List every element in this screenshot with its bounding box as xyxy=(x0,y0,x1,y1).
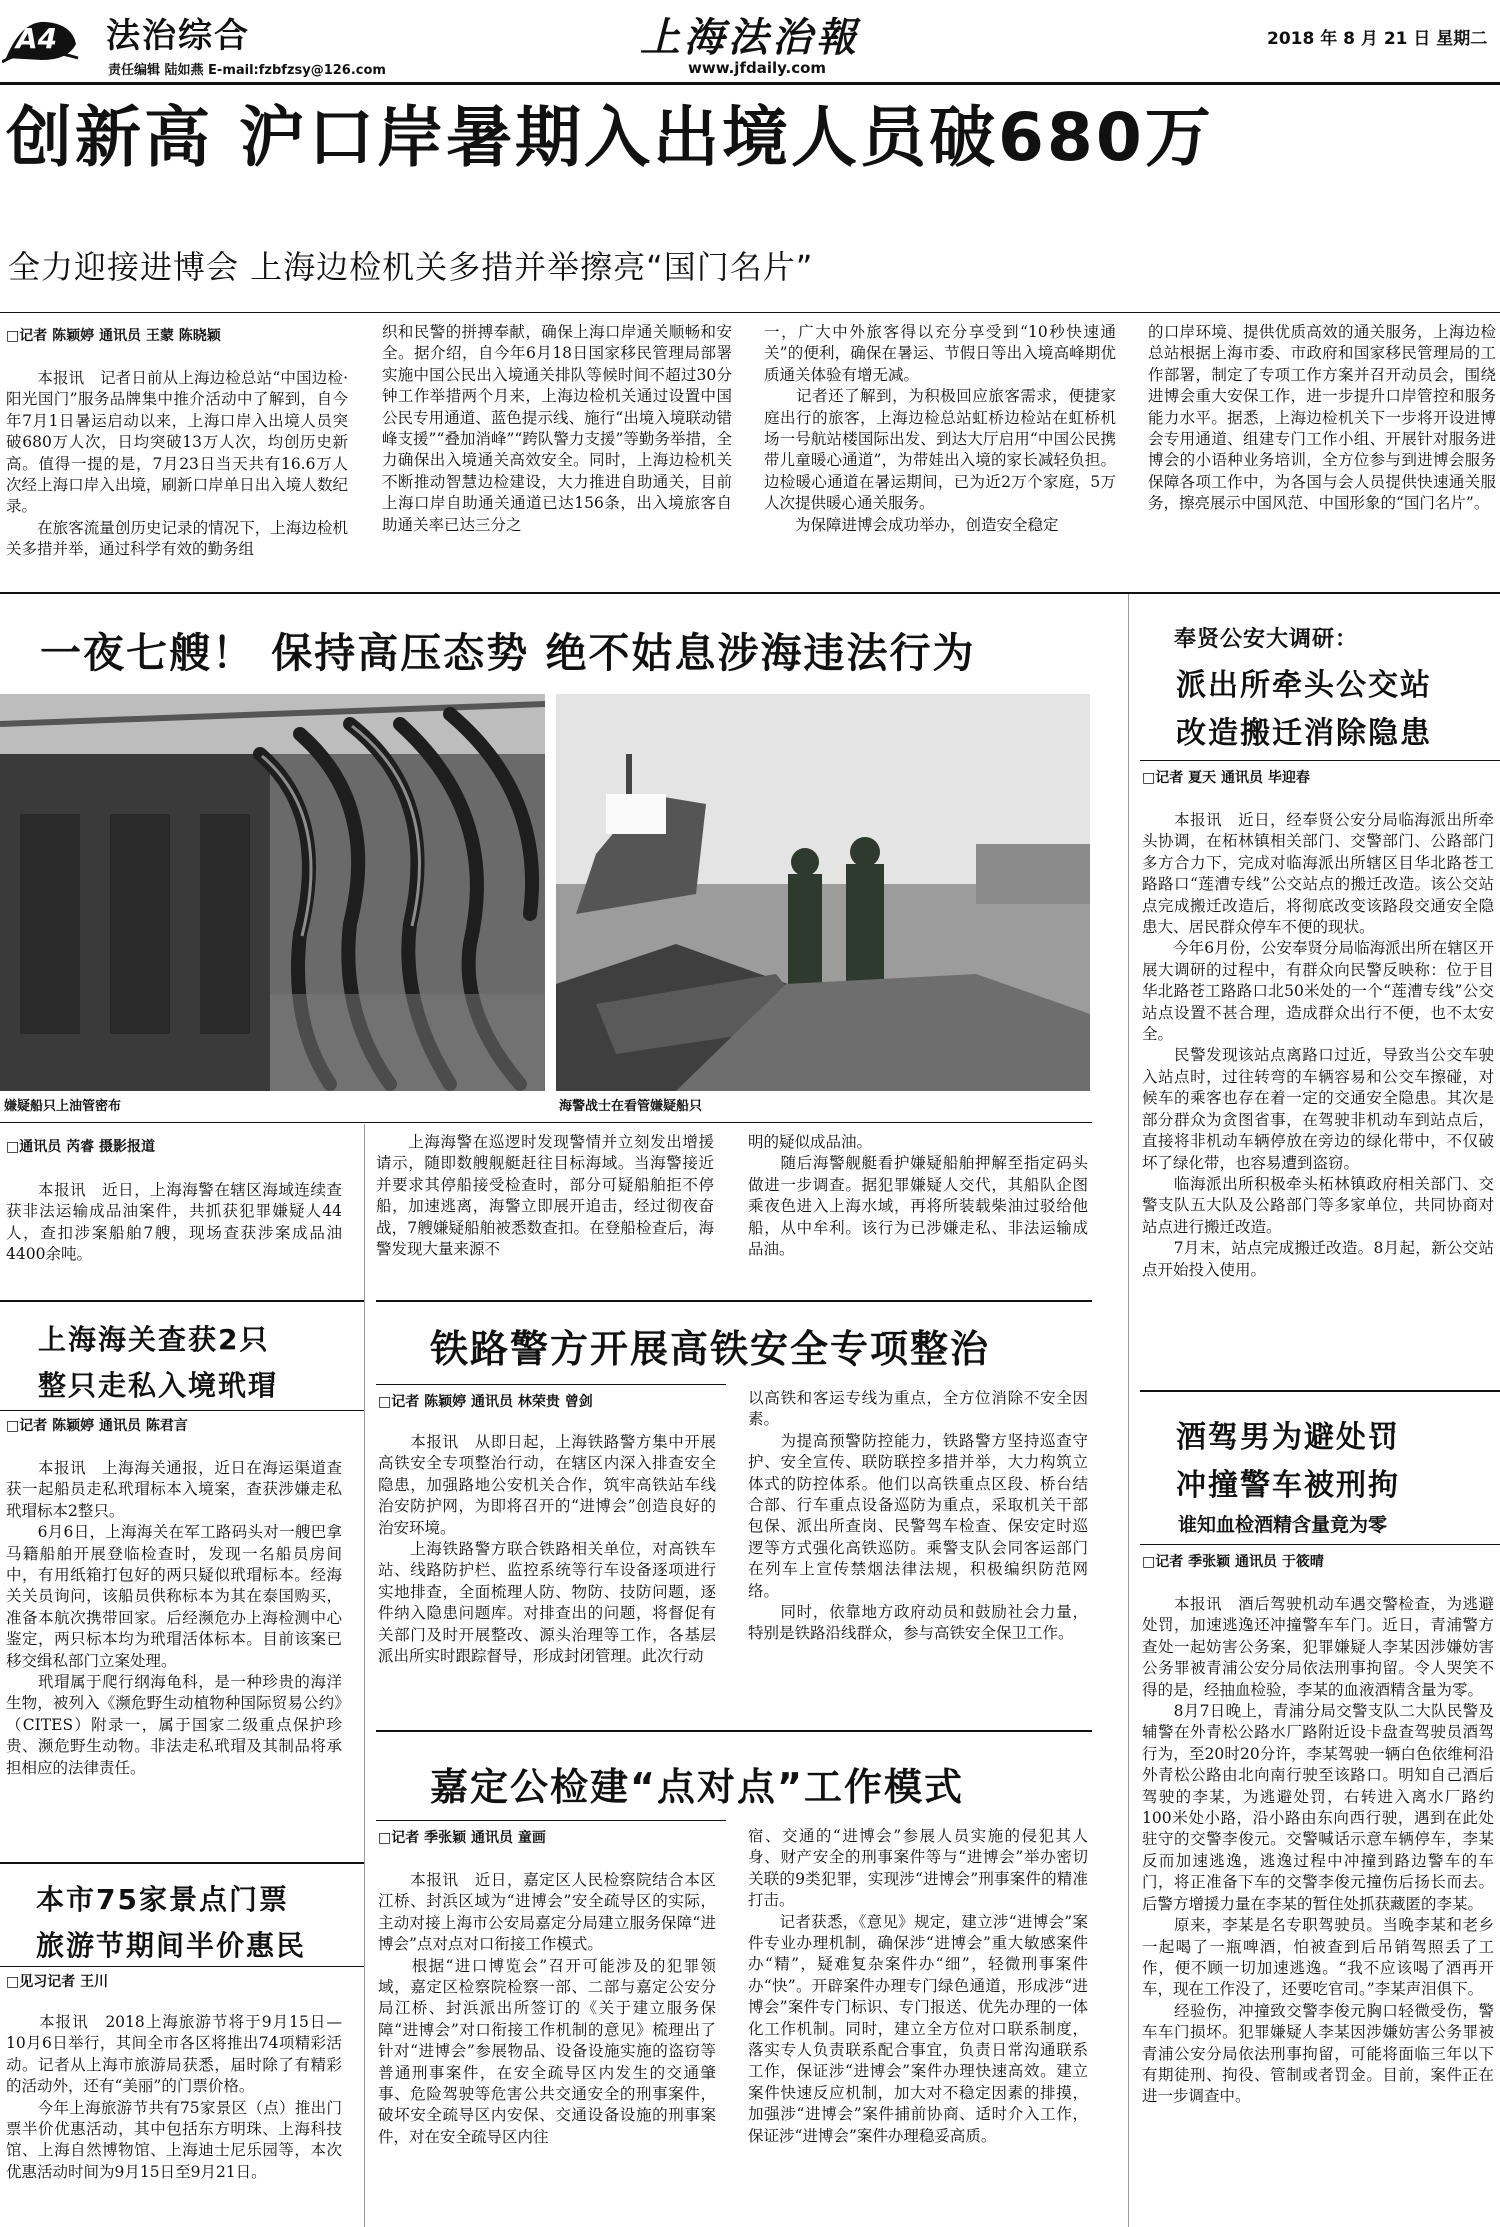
jiading-col-2: 宿、交通的“进博会”参展人员实施的侵犯其人身、财产安全的刑事案件等与“进博会”举办密切关联的9类犯罪，实现涉“进博会”刑事案件的精准打击。 记者获悉，《意见》规定，建立涉“进博会”案件专业办理机制，确保涉“进博会”重大敏感案件办“精”，疑难复杂案件办“细”，轻微刑事案件办“快”。开辟案件办理专门绿色通道，形成涉“进博会”案件专门标识、专门报送、优先办理的一体化工作机制。同时，建立全方位对口联系制度，落实专人负责联系配合事宜，负责日常沟通联系工作，保证涉“进博会”案件办理快速高效。建立案件快速反应机制，加大对不稳定因素的排摸，加强涉“进博会”案件捕前协商、适时介入工作，保证涉“进博会”案件办理稳妥高质。 xyxy=(748,1827,1088,2145)
lead-headline: 创新高 沪口岸暑期入出境人员破680万 xyxy=(6,99,1214,176)
customs-byline: □记者 陈颖婷 通讯员 陈君言 xyxy=(6,1418,188,1434)
masthead: 上海法治報 xyxy=(640,14,860,61)
police-headline-1: 派出所牵头公交站 xyxy=(1176,668,1432,703)
coast-guard-image xyxy=(556,694,1090,1091)
tourism-top-rule xyxy=(0,1862,364,1864)
jiading-byline: □记者 季张颖 通讯员 童画 xyxy=(378,1830,546,1846)
photo-caption-2: 海警战士在看管嫌疑船只 xyxy=(559,1099,703,1114)
tourism-byline: □见习记者 王川 xyxy=(6,1974,109,1990)
police-rule xyxy=(1140,760,1500,761)
railway-headline: 铁路警方开展高铁安全专项整治 xyxy=(430,1327,991,1371)
lead-rule xyxy=(0,312,1500,313)
police-kicker: 奉贤公安大调研： xyxy=(1174,627,1359,652)
editor-line: 责任编辑 陆如燕 E-mail:fzbfzsy@126.com xyxy=(108,63,386,78)
lead-col-3: 一，广大中外旅客得以充分享受到“10秒快速通关”的便利，确保在暑运、节假日等出入境高峰期优质通关体验有增无减。 记者还了解到，为积极回应旅客需求，便捷家庭出行的旅客，上海边检总站虹桥边检站在虹桥机场一号航站楼国际出发、到达大厅启用“中国公民携带儿童暖心通道”，为带娃出入境的家长减轻负担。边检暖心通道在暑运期间，已为近2万个家庭，5万人次提供暖心通关服务。 为保障进博会成功举办，创造安全稳定 xyxy=(764,323,1116,534)
lead-col-2: 织和民警的拼搏奉献，确保上海口岸通关顺畅和安全。据介绍，自今年6月18日国家移民管理局部署实施中国公民出入境通关排队等候时间不超过30分钟工作举措两个月来，上海边检机关通过设置中国公民专用通道、蓝色提示线、施行“出境入境联动错峰支援”“叠加消峰”“跨队警力支援”等勤务举措，全力确保出入境通关高效安全。同时，上海边检机关不断推动智慧边检建设，大力推进自助通关，目前上海口岸自助通关通道已达156条，出入境旅客自助通关率已达三分之 xyxy=(382,323,732,534)
tourism-headline-1: 本市75家景点门票 xyxy=(36,1883,289,1916)
page-number-badge xyxy=(2,14,80,66)
police-byline: □记者 夏天 通讯员 毕迎春 xyxy=(1142,770,1310,786)
photo-oil-pipes xyxy=(0,694,545,1091)
police-headline-2: 改造搬迁消除隐患 xyxy=(1176,716,1432,751)
sea-col-1: 本报讯 近日，上海海警在辖区海域连续查获非法运输成品油案件，共抓获犯罪嫌疑人44人，查扣涉案船舶7艘，现场查获涉案成品油4400余吨。 xyxy=(6,1181,342,1264)
lead-byline: □记者 陈颖婷 通讯员 王蒙 陈晓颖 xyxy=(6,328,221,344)
railway-rule xyxy=(376,1384,726,1385)
customs-headline-2: 整只走私入境玳瑁 xyxy=(38,1369,279,1402)
customs-rule xyxy=(0,1410,364,1411)
drunk-rule xyxy=(1140,1544,1500,1545)
lead-col-1: 本报讯 记者日前从上海边检总站“中国边检·阳光国门”服务品牌集中推介活动中了解到，自今年7月1日暑运启动以来，上海口岸入出境人员突破680万人次，日均突破13万人次，均创历史新高。值得一提的是，7月23日当天共有16.6万人次经上海口岸入出境，刷新口岸单日出入境人数纪录。 在旅客流量创历史记录的情况下，上海边检机关多措并举，通过科学有效的勤务组 xyxy=(6,369,348,559)
lead-bottom-rule xyxy=(0,592,1500,594)
issue-date: 2018 年 8 月 21 日 星期二 xyxy=(1267,29,1488,49)
jiading-rule xyxy=(376,1820,726,1821)
customs-top-rule xyxy=(0,1300,364,1302)
sea-headline: 一夜七艘！ 保持高压态势 绝不姑息涉海违法行为 xyxy=(40,629,976,677)
section-title: 法治综合 xyxy=(106,16,250,56)
jiading-col-1: 本报讯 近日，嘉定区人民检察院结合本区江桥、封浜区域为“进博会”安全疏导区的实际，主动对接上海市公安局嘉定分局建立服务保障“进博会”点对点对口衔接工作模式。 根据“进口博览会”召开可能涉及的犯罪领域，嘉定区检察院检察一部、二部与嘉定公安分局江桥、封浜派出所签订的《关于建立服务保障“进博会”对口衔接工作机制的意见》梳理出了针对“进博会”参展物品、设备设施实施的盗窃等普通刑事案件，在安全疏导区内发生的交通肇事、危险驾驶等危害公共交通安全的刑事案件，破坏安全疏导区内安保、交通设备设施的刑事案件，对在安全疏导区内往 xyxy=(378,1871,716,2146)
drunk-headline-1: 酒驾男为避处罚 xyxy=(1176,1420,1400,1455)
drunk-headline-2: 冲撞警车被刑拘 xyxy=(1176,1468,1400,1503)
lead-col-4: 的口岸环境、提供优质高效的通关服务，上海边检总站根据上海市委、市政府和国家移民管理局的工作部署，制定了专项工作方案并召开动员会，围绕进博会重大安保工作，进一步提升口岸管控和服务能力水平。据悉，上海边检机关下一步将开设进博会专用通道、组建专门工作小组、开展针对服务进博会的小语种业务培训，全方位参与到进博会服务保障各项工作中，为各国与会人员提供快速通关服务，擦亮展示中国风范、中国形象的“国门名片”。 xyxy=(1148,323,1496,513)
railway-byline: □记者 陈颖婷 通讯员 林荣贵 曾剑 xyxy=(378,1394,593,1410)
jiading-top-rule xyxy=(376,1730,1092,1732)
drunk-top-rule xyxy=(1140,1390,1500,1392)
drunk-body: 本报讯 酒后驾驶机动车遇交警检查，为逃避处罚，加速逃逸还冲撞警车车门。近日，青浦警方查处一起妨害公务案，犯罪嫌疑人李某因涉嫌妨害公务罪被青浦公安分局依法刑事拘留。令人哭笑不得的是，经抽血检验，李某的血液酒精含量为零。 8月7日晚上，青浦分局交警支队二大队民警及辅警在外青松公路水厂路附近设卡盘查驾驶员酒驾行为，至20时20分许，李某驾驶一辆白色依维柯沿外青松公路由北向南行驶至该路口。明知自己酒后驾驶的李某，为逃避处罚，右转进入离水厂路约100米处小路，沿小路由东向西行驶，遇到在此处驻守的交警李俊元。交警喊话示意车辆停车，李某反而加速逃逸，逃逸过程中冲撞到路边警车的车门，将正准备下车的交警李俊元撞伤后扬长而去。后警方增援力量在李某的暂住处抓获藏匿的李某。 原来，李某是名专职驾驶员。当晚李某和老乡一起喝了一瓶啤酒，怕被查到后吊销驾照丢了工作，便不顾一切加速逃逸。“我不应该喝了酒再开车，现在工作没了，还要吃官司。”李某声泪俱下。 经验伤，冲撞致交警李俊元胸口轻微受伤，警车车门损坏。犯罪嫌疑人李某因涉嫌妨害公务罪被青浦公安分局依法刑事拘留，可能将面临三年以下有期徒刑、拘役、管制或者罚金。目前，案件正在进一步调查中。 xyxy=(1142,1595,1494,2106)
police-body: 本报讯 近日，经奉贤公安分局临海派出所牵头协调，在柘林镇相关部门、交警部门、公路部门多方合力下，完成对临海派出所辖区目华北路苍工路路口“莲漕专线”公交站点的搬迁改造。该公交站点完成搬迁改造后，将彻底改变该路段交通安全隐患大、居民群众停车不便的现状。 今年6月份，公安奉贤分局临海派出所在辖区开展大调研的过程中，有群众向民警反映称：位于目华北路苍工路路口北50米处的一个“莲漕专线”公交站点设置不甚合理，造成群众出行不便，也不太安全。 民警发现该站点离路口过近，导致当公交车驶入站点时，过往转弯的车辆容易和公交车擦碰，对候车的乘客也存在着一定的交通安全隐患。其次是部分群众为贪图省事，在驾驶非机动车到站点后，直接将非机动车辆停放在旁边的绿化带中，不仅破坏了绿化带，也容易遭到盗窃。 临海派出所积极牵头柘林镇政府相关部门、交警支队五大队及公路部门等多家单位，共同协商对站点进行搬迁改造。 7月末，站点完成搬迁改造。8月起，新公交站点开始投入使用。 xyxy=(1142,811,1494,1279)
sea-byline: □通讯员 芮睿 摄影报道 xyxy=(6,1139,155,1155)
lead-subhead: 全力迎接进博会 上海边检机关多措并举擦亮“国门名片” xyxy=(8,248,814,286)
left-column-divider xyxy=(364,1124,365,2227)
customs-headline-1: 上海海关查获2只 xyxy=(38,1323,270,1356)
page-number: A4 xyxy=(16,22,58,55)
tourism-body: 本报讯 2018上海旅游节将于9月15日—10月6日举行，其间全市各区将推出74项精彩活动。记者从上海市旅游局获悉，届时除了有精彩的活动外，还有“美丽”的门票价格。 今年上海旅游节共有75家景区（点）推出门票半价优惠活动，其中包括东方明珠、上海科技馆、上海自然博物馆、上海迪士尼乐园等，本次优惠活动时间为9月15日至9月21日。 xyxy=(6,2013,342,2181)
drunk-byline: □记者 季张颖 通讯员 于筱晴 xyxy=(1142,1554,1324,1570)
website: www.jfdaily.com xyxy=(688,59,827,77)
railway-col-1: 本报讯 从即日起，上海铁路警方集中开展高铁安全专项整治行动，在辖区内深入排查安全隐患，加强路地公安机关合作，筑牢高铁站车线治安防护网，为即将召开的“进博会”创造良好的治安环境。 上海铁路警方联合铁路相关单位，对高铁车站、线路防护栏、监控系统等行车设备逐项进行实地排查，全面梳理人防、物防、技防问题，逐件纳入隐患问题库。对排查出的问题，将督促有关部门及时开展整改、源头治理等工作，各基层派出所实时跟踪督导，形成封闭管理。此次行动 xyxy=(378,1433,716,1666)
sea-rule xyxy=(0,1122,1092,1123)
customs-body: 本报讯 上海海关通报，近日在海运渠道查获一起船员走私玳瑁标本入境案，查获涉嫌走私玳瑁标本2整只。 6月6日，上海海关在军工路码头对一艘巴拿马籍船舶开展登临检查时，发现一名船员房间中，有用纸箱打包好的两只疑似玳瑁标本。经海关关员询问，该船员供称标本为其在泰国购买，准备本航次携带回家。后经濒危办上海检测中心鉴定，两只标本均为玳瑁活体标本。目前该案已移交缉私部门立案处理。 玳瑁属于爬行纲海龟科，是一种珍贵的海洋生物，被列入《濒危野生动植物种国际贸易公约》（CITES）附录一，属于国家二级重点保护珍贵、濒危野生动物。非法走私玳瑁及其制品将承担相应的法律责任。 xyxy=(6,1459,342,1777)
oil-pipes-image xyxy=(0,694,545,1091)
drunk-subhead: 谁知血检酒精含量竟为零 xyxy=(1178,1514,1388,1536)
tourism-rule xyxy=(0,1966,364,1967)
railway-top-rule xyxy=(376,1300,1092,1302)
photo-coast-guard xyxy=(556,694,1090,1091)
header-rule xyxy=(0,82,1500,85)
sea-col-2: 上海海警在巡逻时发现警情并立刻发出增援请示，随即数艘舰艇赶往目标海域。当海警接近并要求其停船接受检查时，部分可疑船舶拒不停船，加速逃离，海警立即展开追击，经过彻夜奋战，7艘嫌疑船舶被悉数查扣。在登船检查后，海警发现大量来源不 xyxy=(376,1133,714,1259)
right-column-divider xyxy=(1128,594,1129,2227)
sea-col-3: 明的疑似成品油。 随后海警舰艇看护嫌疑船舶押解至指定码头做进一步调查。据犯罪嫌疑人交代，其船队企图乘夜色进入上海水域，再将所装载柴油过驳给他船，从中牟利。该行为已涉嫌走私、非法运输成品油。 xyxy=(748,1133,1088,1259)
photo-caption-1: 嫌疑船只上油管密布 xyxy=(4,1099,122,1114)
tourism-headline-2: 旅游节期间半价惠民 xyxy=(36,1929,307,1962)
railway-col-2: 以高铁和客运专线为重点，全方位消除不安全因素。 为提高预警防控能力，铁路警方坚持巡查守护、安全宣传、联防联控多措并举，大力构筑立体式的防控体系。他们以高铁重点区段、桥台结合部、行车重点设备巡防为重点，采取机关干部包保、派出所查岗、民警驾车检查、保安定时巡逻等方式强化高铁巡防。乘警支队会同客运部门在列车上宣传禁烟法律法规，积极编织防范网络。 同时，依靠地方政府动员和鼓励社会力量，特别是铁路沿线群众，参与高铁安全保卫工作。 xyxy=(748,1389,1088,1643)
jiading-headline: 嘉定公检建“点对点”工作模式 xyxy=(430,1765,964,1809)
